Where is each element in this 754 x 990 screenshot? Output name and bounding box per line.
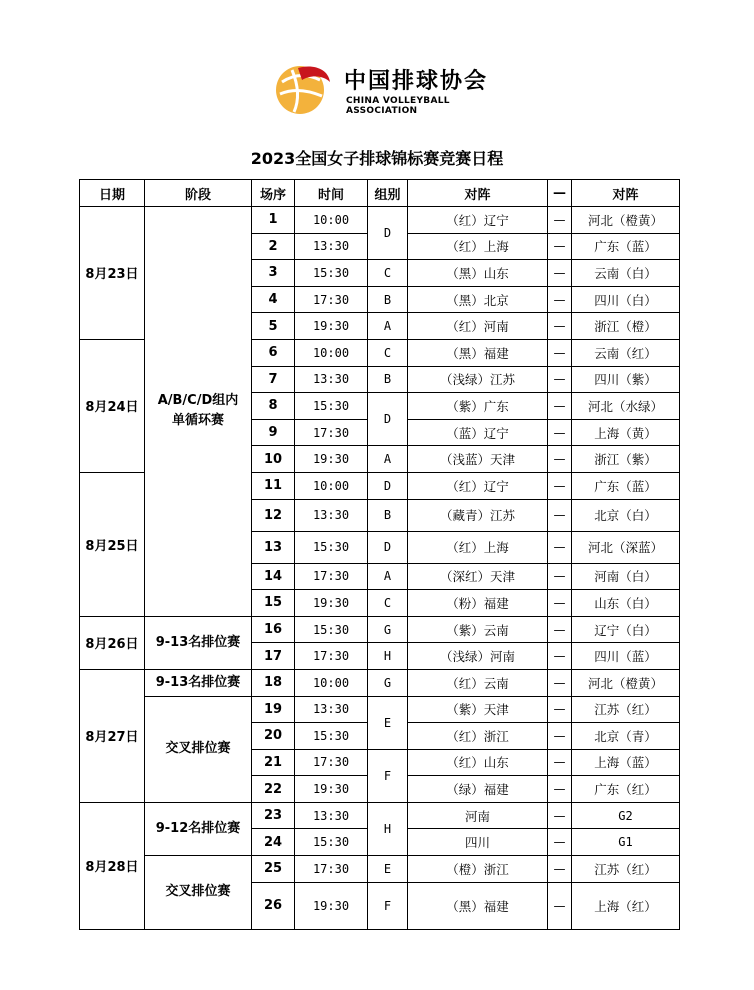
date-cell: 8月25日	[80, 472, 145, 616]
home-team: （黑）福建	[408, 882, 548, 929]
vs-dash: —	[548, 669, 572, 696]
away-team: 河北（水绿）	[572, 393, 680, 420]
vs-dash: —	[548, 419, 572, 446]
match-no: 22	[252, 776, 295, 803]
home-team: （红）河南	[408, 313, 548, 340]
vs-dash: —	[548, 233, 572, 260]
group-cell: B	[368, 499, 408, 531]
match-time: 13:30	[295, 233, 368, 260]
vs-dash: —	[548, 339, 572, 366]
vs-dash: —	[548, 446, 572, 473]
vs-dash: —	[548, 531, 572, 563]
match-time: 15:30	[295, 260, 368, 287]
home-team: （橙）浙江	[408, 856, 548, 883]
home-team: （红）上海	[408, 531, 548, 563]
home-team: （浅绿）江苏	[408, 366, 548, 393]
match-no: 11	[252, 472, 295, 499]
away-team: 辽宁（白）	[572, 616, 680, 643]
away-team: 北京（青）	[572, 723, 680, 750]
home-team: （蓝）辽宁	[408, 419, 548, 446]
vs-dash: —	[548, 393, 572, 420]
vs-dash: —	[548, 829, 572, 856]
match-time: 17:30	[295, 419, 368, 446]
schedule-table	[79, 179, 680, 930]
match-no: 17	[252, 643, 295, 670]
match-time: 17:30	[295, 749, 368, 776]
table-row	[80, 207, 680, 234]
stage-cell: 9-13名排位赛	[145, 669, 252, 696]
match-time: 15:30	[295, 829, 368, 856]
away-team: 广东（红）	[572, 776, 680, 803]
away-team: 浙江（紫）	[572, 446, 680, 473]
match-no: 23	[252, 802, 295, 829]
group-cell: B	[368, 366, 408, 393]
match-time: 15:30	[295, 723, 368, 750]
match-time: 15:30	[295, 531, 368, 563]
vs-dash: —	[548, 260, 572, 287]
date-cell: 8月26日	[80, 616, 145, 669]
away-team: 广东（蓝）	[572, 233, 680, 260]
away-team: 河南（白）	[572, 563, 680, 590]
group-cell: A	[368, 446, 408, 473]
away-team: G1	[572, 829, 680, 856]
away-team: 江苏（红）	[572, 856, 680, 883]
match-no: 21	[252, 749, 295, 776]
stage-cell: 交叉排位赛	[145, 696, 252, 802]
group-cell: E	[368, 696, 408, 749]
vs-dash: —	[548, 563, 572, 590]
vs-dash: —	[548, 499, 572, 531]
match-no: 24	[252, 829, 295, 856]
home-team: （红）辽宁	[408, 472, 548, 499]
home-team: （黑）山东	[408, 260, 548, 287]
vs-dash: —	[548, 472, 572, 499]
away-team: 上海（红）	[572, 882, 680, 929]
home-team: （红）辽宁	[408, 207, 548, 234]
group-cell: E	[368, 856, 408, 883]
match-no: 1	[252, 207, 295, 234]
stage-cell: 9-13名排位赛	[145, 616, 252, 669]
match-time: 10:00	[295, 669, 368, 696]
col-stage: 阶段	[145, 180, 252, 207]
home-team: （粉）福建	[408, 590, 548, 617]
match-no: 10	[252, 446, 295, 473]
match-time: 10:00	[295, 207, 368, 234]
match-time: 17:30	[295, 856, 368, 883]
stage-cell: 9-12名排位赛	[145, 802, 252, 855]
away-team: 山东（白）	[572, 590, 680, 617]
group-cell: A	[368, 313, 408, 340]
date-cell: 8月27日	[80, 669, 145, 802]
match-no: 20	[252, 723, 295, 750]
vs-dash: —	[548, 802, 572, 829]
vs-dash: —	[548, 749, 572, 776]
match-no: 14	[252, 563, 295, 590]
away-team: 四川（白）	[572, 286, 680, 313]
away-team: 北京（白）	[572, 499, 680, 531]
home-team: （红）山东	[408, 749, 548, 776]
col-match-no: 场序	[252, 180, 295, 207]
table-row	[80, 696, 680, 723]
table-row	[80, 669, 680, 696]
group-cell: D	[368, 531, 408, 563]
home-team: 四川	[408, 829, 548, 856]
home-team: （浅绿）河南	[408, 643, 548, 670]
vs-dash: —	[548, 643, 572, 670]
group-cell: F	[368, 882, 408, 929]
page-title: 2023全国女子排球锦标赛竞赛日程	[250, 149, 504, 168]
match-no: 4	[252, 286, 295, 313]
match-no: 12	[252, 499, 295, 531]
match-time: 15:30	[295, 616, 368, 643]
home-team: （浅蓝）天津	[408, 446, 548, 473]
date-cell: 8月23日	[80, 207, 145, 340]
away-team: 河北（橙黄）	[572, 207, 680, 234]
match-time: 17:30	[295, 286, 368, 313]
away-team: G2	[572, 802, 680, 829]
vs-dash: —	[548, 882, 572, 929]
away-team: 江苏（红）	[572, 696, 680, 723]
away-team: 广东（蓝）	[572, 472, 680, 499]
match-time: 19:30	[295, 776, 368, 803]
home-team: （红）上海	[408, 233, 548, 260]
vs-dash: —	[548, 590, 572, 617]
match-time: 10:00	[295, 472, 368, 499]
group-cell: G	[368, 616, 408, 643]
match-no: 7	[252, 366, 295, 393]
home-team: （紫）云南	[408, 616, 548, 643]
vs-dash: —	[548, 856, 572, 883]
home-team: 河南	[408, 802, 548, 829]
away-team: 上海（蓝）	[572, 749, 680, 776]
match-no: 13	[252, 531, 295, 563]
home-team: （藏青）江苏	[408, 499, 548, 531]
match-no: 18	[252, 669, 295, 696]
date-cell: 8月24日	[80, 339, 145, 472]
away-team: 上海（黄）	[572, 419, 680, 446]
match-time: 19:30	[295, 590, 368, 617]
vs-dash: —	[548, 313, 572, 340]
stage-cell: 交叉排位赛	[145, 856, 252, 930]
group-cell: H	[368, 643, 408, 670]
match-time: 19:30	[295, 446, 368, 473]
header-row	[80, 180, 680, 207]
match-time: 13:30	[295, 696, 368, 723]
association-name-en: CHINA VOLLEYBALL ASSOCIATION	[346, 96, 450, 116]
away-team: 浙江（橙）	[572, 313, 680, 340]
table-row	[80, 616, 680, 643]
away-team: 四川（蓝）	[572, 643, 680, 670]
cva-logo	[272, 60, 492, 116]
match-no: 9	[252, 419, 295, 446]
match-time: 19:30	[295, 313, 368, 340]
home-team: （黑）福建	[408, 339, 548, 366]
home-team: （紫）广东	[408, 393, 548, 420]
match-time: 13:30	[295, 366, 368, 393]
match-no: 8	[252, 393, 295, 420]
match-time: 17:30	[295, 643, 368, 670]
association-name-cn: 中国排球协会	[344, 68, 489, 94]
group-cell: D	[368, 393, 408, 446]
col-group: 组别	[368, 180, 408, 207]
match-time: 10:00	[295, 339, 368, 366]
group-cell: A	[368, 563, 408, 590]
home-team: （黑）北京	[408, 286, 548, 313]
match-time: 13:30	[295, 499, 368, 531]
group-cell: C	[368, 339, 408, 366]
match-no: 25	[252, 856, 295, 883]
table-row	[80, 856, 680, 883]
vs-dash: —	[548, 286, 572, 313]
vs-dash: —	[548, 207, 572, 234]
col-away: 对阵	[572, 180, 680, 207]
stage-cell: A/B/C/D组内单循环赛	[145, 207, 252, 617]
col-home: 对阵	[408, 180, 548, 207]
vs-dash: —	[548, 616, 572, 643]
match-time: 13:30	[295, 802, 368, 829]
vs-dash: —	[548, 696, 572, 723]
group-cell: B	[368, 286, 408, 313]
group-cell: H	[368, 802, 408, 855]
group-cell: D	[368, 207, 408, 260]
match-time: 19:30	[295, 882, 368, 929]
match-no: 5	[252, 313, 295, 340]
volleyball-emblem-icon	[272, 60, 332, 116]
home-team: （紫）天津	[408, 696, 548, 723]
match-time: 17:30	[295, 563, 368, 590]
away-team: 云南（红）	[572, 339, 680, 366]
group-cell: G	[368, 669, 408, 696]
home-team: （深红）天津	[408, 563, 548, 590]
match-no: 3	[252, 260, 295, 287]
col-time: 时间	[295, 180, 368, 207]
away-team: 河北（深蓝）	[572, 531, 680, 563]
home-team: （红）云南	[408, 669, 548, 696]
group-cell: C	[368, 590, 408, 617]
vs-dash: —	[548, 776, 572, 803]
away-team: 河北（橙黄）	[572, 669, 680, 696]
away-team: 云南（白）	[572, 260, 680, 287]
match-no: 6	[252, 339, 295, 366]
vs-dash: —	[548, 366, 572, 393]
match-no: 26	[252, 882, 295, 929]
match-no: 2	[252, 233, 295, 260]
home-team: （绿）福建	[408, 776, 548, 803]
table-row	[80, 802, 680, 829]
group-cell: D	[368, 472, 408, 499]
vs-dash: —	[548, 723, 572, 750]
col-dash: —	[548, 180, 572, 207]
match-no: 15	[252, 590, 295, 617]
home-team: （红）浙江	[408, 723, 548, 750]
away-team: 四川（紫）	[572, 366, 680, 393]
date-cell: 8月28日	[80, 802, 145, 929]
match-time: 15:30	[295, 393, 368, 420]
match-no: 19	[252, 696, 295, 723]
group-cell: C	[368, 260, 408, 287]
match-no: 16	[252, 616, 295, 643]
col-date: 日期	[80, 180, 145, 207]
group-cell: F	[368, 749, 408, 802]
